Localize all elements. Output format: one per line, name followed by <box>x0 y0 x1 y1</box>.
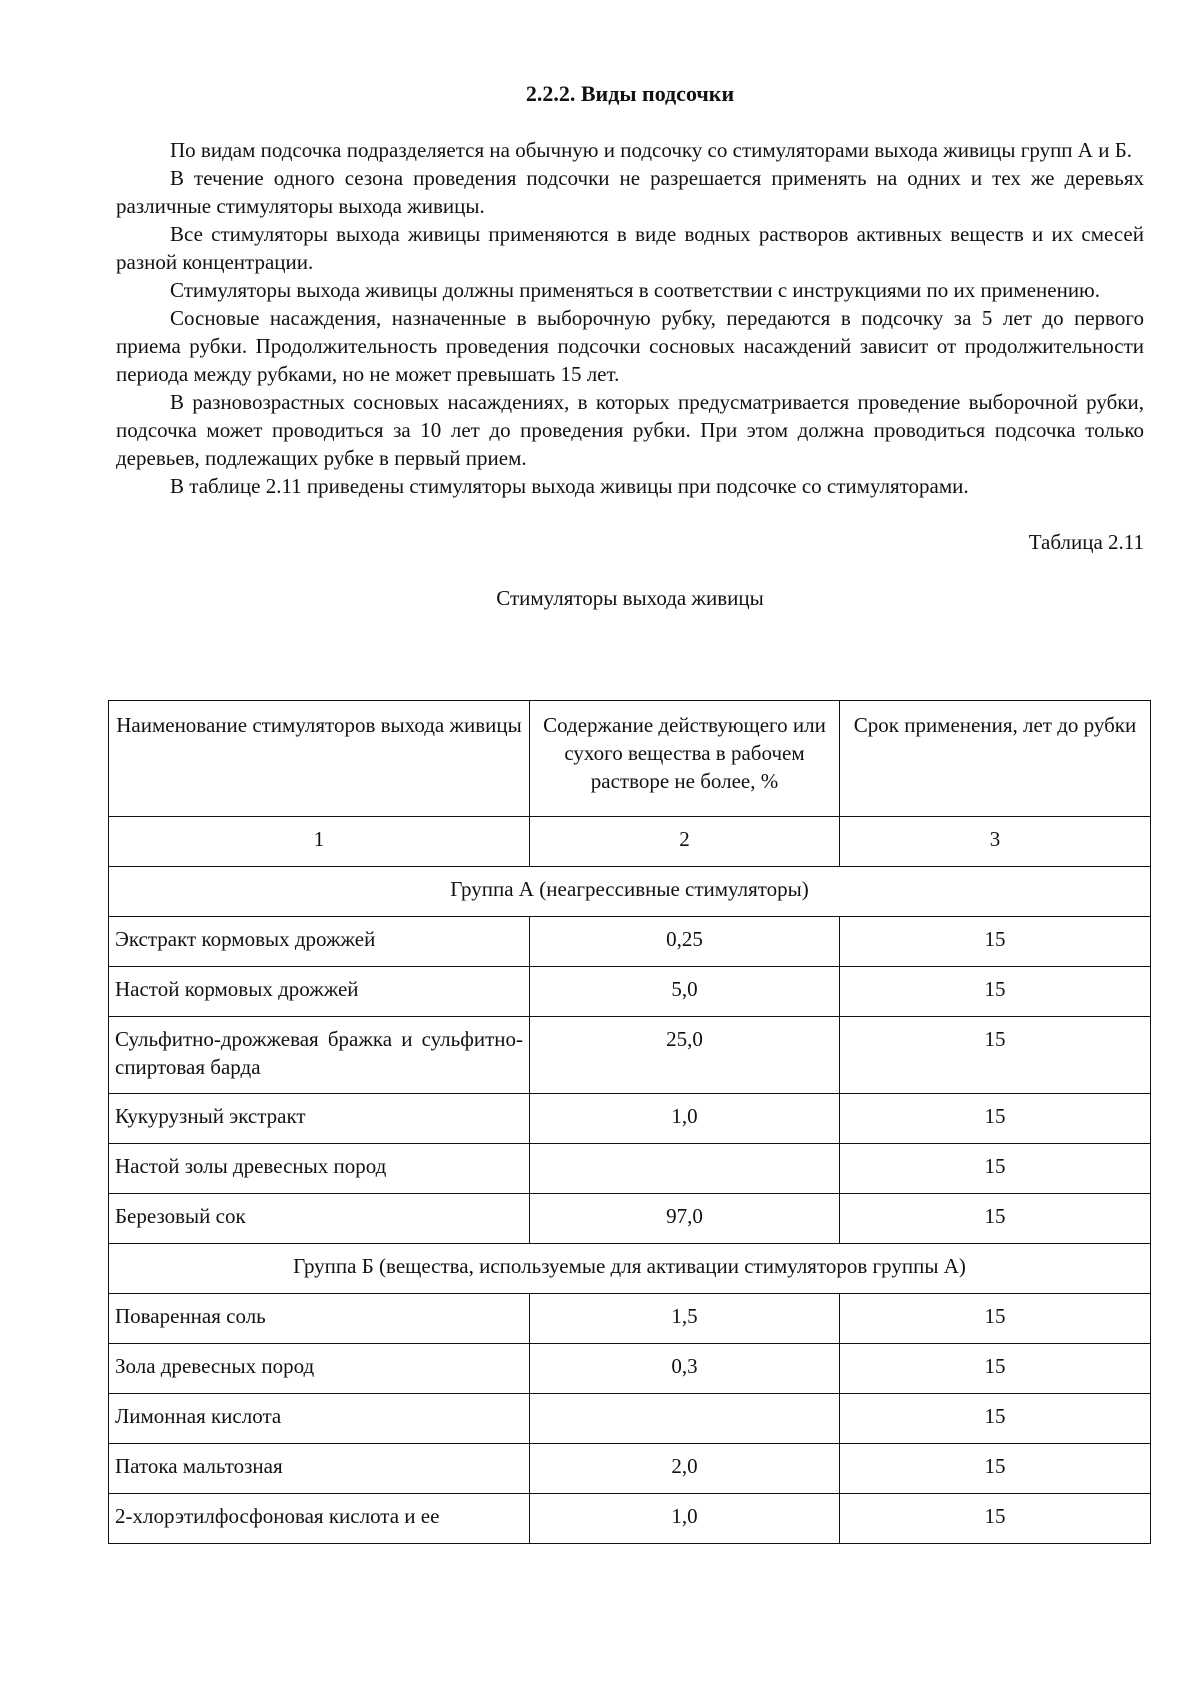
row-name: Настой кормовых дрожжей <box>109 967 530 1017</box>
row-content: 0,25 <box>530 917 840 967</box>
row-term: 15 <box>840 1144 1151 1194</box>
row-content: 97,0 <box>530 1194 840 1244</box>
row-content <box>530 1394 840 1444</box>
table-title: Стимуляторы выхода живицы <box>496 586 764 610</box>
paragraph: В течение одного сезона проведения подсочки не разрешается применять на одних и тех же деревьях различные стимуляторы выхода живицы. <box>116 166 1144 218</box>
header-cell-term: Срок применения, лет до рубки <box>840 701 1151 817</box>
row-name: Лимонная кислота <box>109 1394 530 1444</box>
row-content: 1,0 <box>530 1494 840 1544</box>
row-name: Зола древесных пород <box>109 1344 530 1394</box>
row-name: Поваренная соль <box>109 1294 530 1344</box>
row-name: Патока мальтозная <box>109 1444 530 1494</box>
row-name: Экстракт кормовых дрожжей <box>109 917 530 967</box>
section-heading: 2.2.2. Виды подсочки <box>525 81 735 106</box>
paragraph: По видам подсочка подразделяется на обычную и подсочку со стимуляторами выхода живицы групп А и Б. <box>170 138 1133 162</box>
column-number: 2 <box>530 817 840 867</box>
row-term: 15 <box>840 1344 1151 1394</box>
row-name: Березовый сок <box>109 1194 530 1244</box>
document-page <box>116 78 1144 612</box>
paragraph: В разновозрастных сосновых насаждениях, в которых предусматривается проведение выборочной рубки, подсочка может проводиться за 10 лет до проведения рубки. При этом должна проводиться подсочка только деревьев, подлежащих рубке в первый прием. <box>116 390 1144 470</box>
row-term: 15 <box>840 917 1151 967</box>
row-term: 15 <box>840 1194 1151 1244</box>
table-row <box>109 1144 1151 1194</box>
group-b-label: Группа Б (вещества, используемые для активации стимуляторов группы А) <box>109 1244 1151 1294</box>
table-row <box>109 1394 1151 1444</box>
table-row <box>109 967 1151 1017</box>
stimulators-table <box>108 700 1151 1544</box>
table-row <box>109 1444 1151 1494</box>
column-number: 3 <box>840 817 1151 867</box>
row-term: 15 <box>840 1094 1151 1144</box>
row-name: Кукурузный экстракт <box>109 1094 530 1144</box>
group-a-label: Группа А (неагрессивные стимуляторы) <box>109 867 1151 917</box>
row-content: 1,0 <box>530 1094 840 1144</box>
paragraph: Стимуляторы выхода живицы должны применяться в соответствии с инструкциями по их применению. <box>170 278 1100 302</box>
row-content: 1,5 <box>530 1294 840 1344</box>
row-term: 15 <box>840 1494 1151 1544</box>
table-row <box>109 917 1151 967</box>
row-name: 2-хлорэтилфосфоновая кислота и ее <box>109 1494 530 1544</box>
paragraph: Все стимуляторы выхода живицы применяются в виде водных растворов активных веществ и их смесей разной концентрации. <box>116 222 1144 274</box>
row-term: 15 <box>840 1294 1151 1344</box>
row-term: 15 <box>840 1444 1151 1494</box>
table-row <box>109 1344 1151 1394</box>
row-term: 15 <box>840 1017 1151 1094</box>
row-content: 25,0 <box>530 1017 840 1094</box>
row-content: 5,0 <box>530 967 840 1017</box>
table-row <box>109 1294 1151 1344</box>
table-row <box>109 1094 1151 1144</box>
row-name: Настой золы древесных пород <box>109 1144 530 1194</box>
table-row <box>109 1494 1151 1544</box>
paragraph: Сосновые насаждения, назначенные в выборочную рубку, передаются в подсочку за 5 лет до первого приема рубки. Продолжительность проведения подсочки сосновых насаждений зависит от продолжительности периода между рубками, но не может превышать 15 лет. <box>116 306 1144 386</box>
row-content <box>530 1144 840 1194</box>
header-cell-name: Наименование стимуляторов выхода живицы <box>109 701 530 817</box>
table-header-row <box>109 701 1151 817</box>
group-b-row <box>109 1244 1151 1294</box>
row-term: 15 <box>840 1394 1151 1444</box>
row-name: Сульфитно-дрожжевая бражка и сульфитно-спиртовая барда <box>109 1017 530 1094</box>
group-a-row <box>109 867 1151 917</box>
header-cell-content: Содержание действующего или сухого вещества в рабочем растворе не более, % <box>530 701 840 817</box>
column-number: 1 <box>109 817 530 867</box>
row-term: 15 <box>840 967 1151 1017</box>
table-row <box>109 1017 1151 1094</box>
table-number: Таблица 2.11 <box>1028 530 1144 554</box>
paragraph: В таблице 2.11 приведены стимуляторы выхода живицы при подсочке со стимуляторами. <box>170 474 969 498</box>
row-content: 0,3 <box>530 1344 840 1394</box>
column-number-row <box>109 817 1151 867</box>
row-content: 2,0 <box>530 1444 840 1494</box>
table-row <box>109 1194 1151 1244</box>
